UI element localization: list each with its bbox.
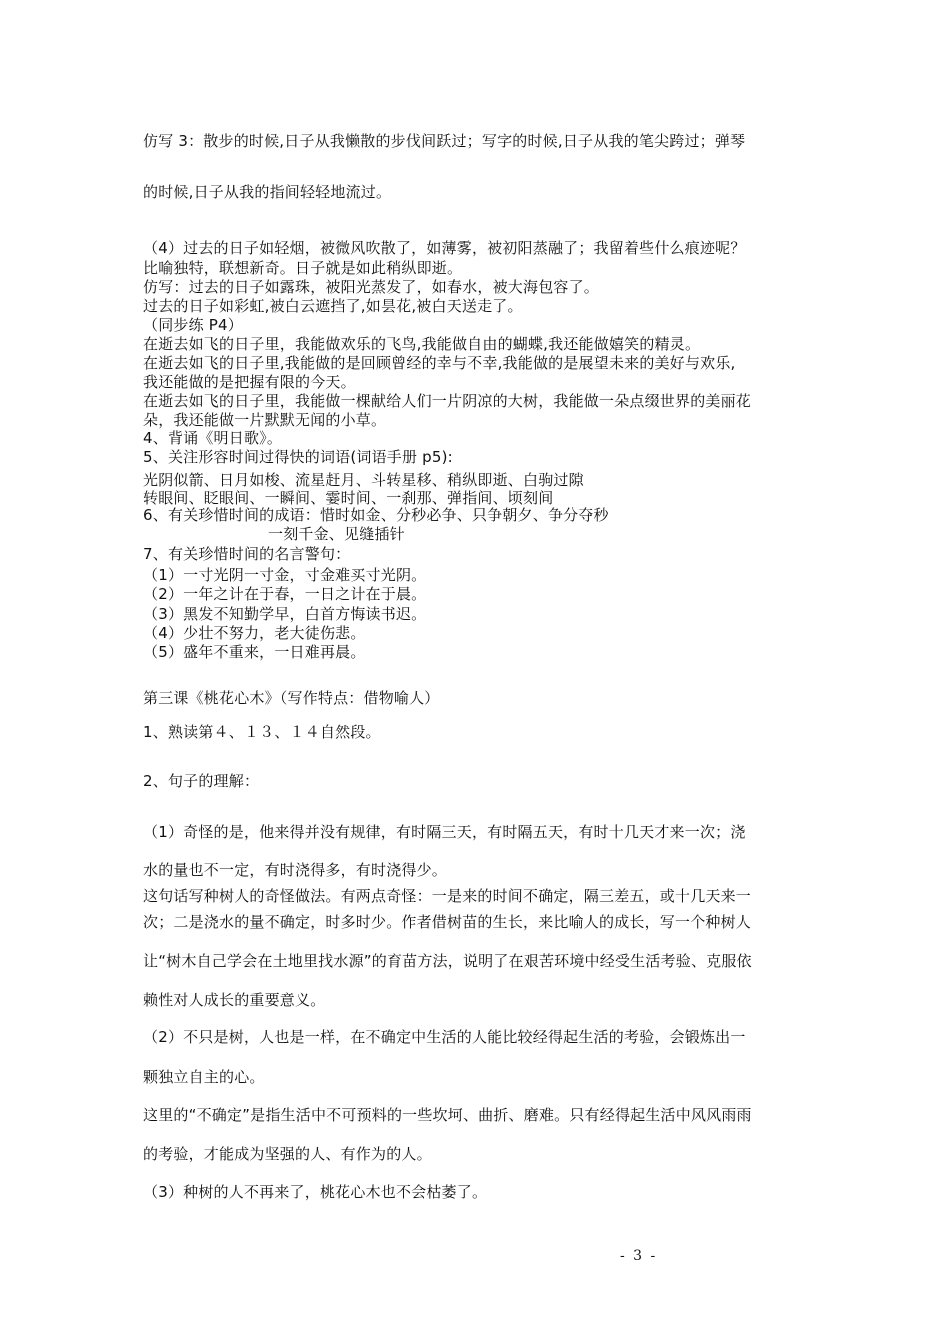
text-line: 在逝去如飞的日子里，我能做一棵献给人们一片阴凉的大树，我能做一朵点缀世界的美丽花 — [143, 392, 752, 410]
text-line: （1）一寸光阴一寸金，寸金难买寸光阴。 — [143, 566, 427, 584]
text-line: 仿写 3：散步的时候,日子从我懒散的步伐间跃过；写字的时候,日子从我的笔尖跨过；弹琴 — [143, 132, 746, 150]
text-line: 这里的“不确定”是指生活中不可预料的一些坎坷、曲折、磨难。只有经得起生活中风风雨雨 — [143, 1106, 752, 1124]
text-line: 过去的日子如彩虹,被白云遮挡了,如昙花,被白天送走了。 — [143, 297, 523, 315]
text-line: 次；二是浇水的量不确定，时多时少。作者借树苗的生长，来比喻人的成长，写一个种树人 — [143, 913, 752, 931]
text-line: 的考验，才能成为坚强的人、有作为的人。 — [143, 1145, 432, 1163]
text-line: （2）一年之计在于春，一日之计在于晨。 — [143, 585, 427, 603]
text-line: 1、熟读第４、１３、１４自然段。 — [143, 723, 381, 741]
text-line: 光阴似箭、日月如梭、流星赶月、斗转星移、稍纵即逝、白驹过隙 — [143, 471, 584, 489]
text-line: 7、有关珍惜时间的名言警句： — [143, 545, 351, 563]
text-line: 这句话写种树人的奇怪做法。有两点奇怪：一是来的时间不确定，隔三差五，或十几天来一 — [143, 887, 752, 905]
text-line: 6、有关珍惜时间的成语：惜时如金、分秒必争、只争朝夕、争分夺秒 — [143, 506, 609, 524]
text-line: （3）种树的人不再来了，桃花心木也不会枯萎了。 — [143, 1183, 488, 1201]
text-line: 朵，我还能做一片默默无闻的小草。 — [143, 411, 387, 429]
text-line: 比喻独特，联想新奇。日子就是如此稍纵即逝。 — [143, 259, 463, 277]
page-number: - 3 - — [620, 1248, 658, 1264]
text-line: 一刻千金、见缝插针 — [268, 525, 405, 543]
text-line: 4、背诵《明日歌》。 — [143, 429, 283, 447]
text-line: 赖性对人成长的重要意义。 — [143, 991, 326, 1009]
text-line: 颗独立自主的心。 — [143, 1068, 265, 1086]
text-line: （1）奇怪的是，他来得并没有规律，有时隔三天，有时隔五天，有时十几天才来一次；浇 — [143, 823, 746, 841]
text-line: （4）少壮不努力，老大徒伤悲。 — [143, 624, 366, 642]
text-line: 的时候,日子从我的指间轻轻地流过。 — [143, 183, 392, 201]
text-line: 在逝去如飞的日子里,我能做的是回顾曾经的幸与不幸,我能做的是展望未来的美好与欢乐, — [143, 354, 736, 372]
text-line: （5）盛年不重来，一日难再晨。 — [143, 643, 366, 661]
lesson-title: 第三课《桃花心木》（写作特点：借物喻人） — [143, 689, 440, 707]
text-line: 让“树木自己学会在土地里找水源”的育苗方法，说明了在艰苦环境中经受生活考验、克服依 — [143, 952, 752, 970]
text-line: （4）过去的日子如轻烟，被微风吹散了，如薄雾，被初阳蒸融了；我留着些什么痕迹呢？ — [143, 239, 746, 257]
text-line: 在逝去如飞的日子里，我能做欢乐的飞鸟,我能做自由的蝴蝶,我还能做嬉笑的精灵。 — [143, 335, 701, 353]
text-line: 仿写：过去的日子如露珠，被阳光蒸发了，如春水，被大海包容了。 — [143, 278, 600, 296]
text-line: （同步练 P4） — [143, 316, 243, 334]
text-line: 我还能做的是把握有限的今天。 — [143, 373, 356, 391]
text-line: （3）黑发不知勤学早，白首方悔读书迟。 — [143, 605, 427, 623]
text-line: 2、句子的理解： — [143, 772, 260, 790]
text-line: （2）不只是树，人也是一样，在不确定中生活的人能比较经得起生活的考验，会锻炼出一 — [143, 1028, 746, 1046]
text-line: 转眼间、眨眼间、一瞬间、霎时间、一刹那、弹指间、顷刻间 — [143, 489, 554, 507]
text-line: 水的量也不一定，有时浇得多，有时浇得少。 — [143, 861, 448, 879]
text-line: 5、关注形容时间过得快的词语(词语手册 p5): — [143, 448, 453, 466]
